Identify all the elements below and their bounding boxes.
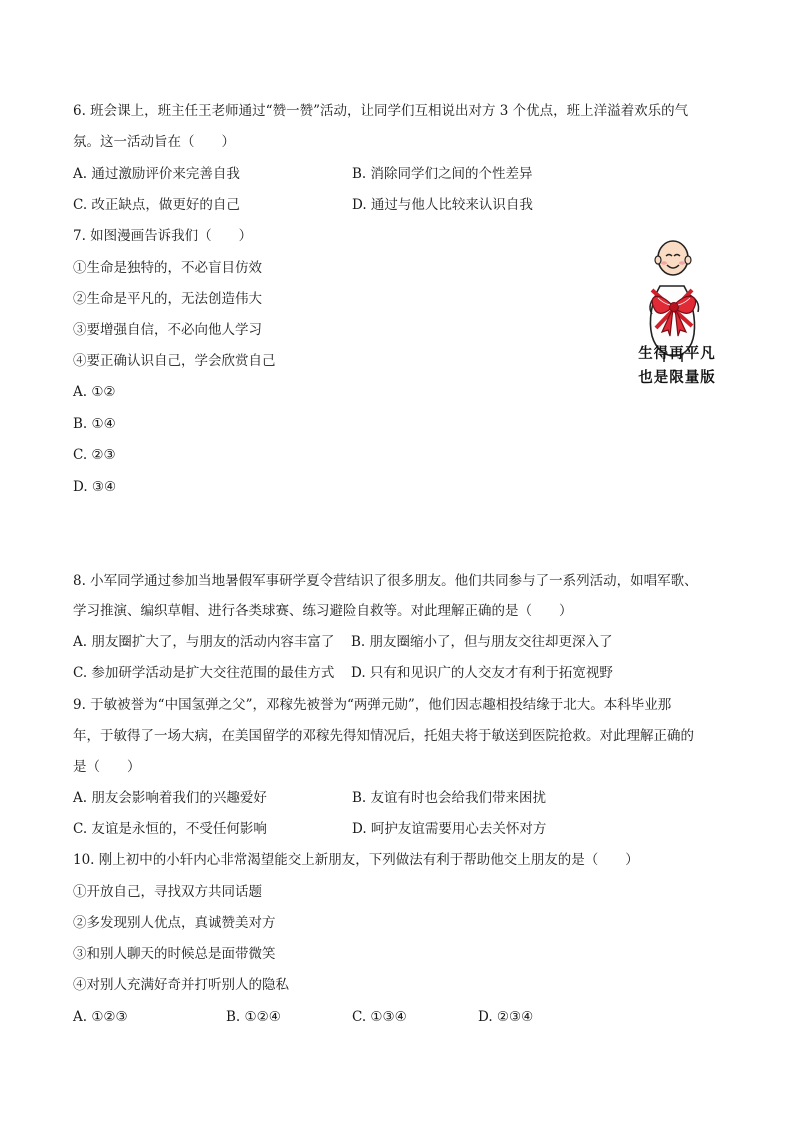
q8-option-b: B. 朋友圈缩小了，但与朋友交往却更深入了 bbox=[351, 634, 613, 650]
cartoon-caption-line2: 也是限量版 bbox=[638, 370, 716, 386]
q7-statement-2: ②生命是平凡的，无法创造伟大 bbox=[73, 291, 262, 307]
q9-stem-line3: 是（ ） bbox=[73, 759, 141, 775]
q9-option-c: C. 友谊是永恒的，不受任何影响 bbox=[73, 821, 267, 837]
cartoon-caption-line1: 生得再平凡 bbox=[638, 346, 716, 362]
q7-stem: 7. 如图漫画告诉我们（ ） bbox=[73, 228, 253, 244]
q9-option-b: B. 友谊有时也会给我们带来困扰 bbox=[352, 790, 547, 806]
q7-statement-1: ①生命是独特的，不必盲目仿效 bbox=[73, 260, 262, 276]
q10-statement-4: ④对别人充满好奇并打听别人的隐私 bbox=[73, 977, 289, 993]
q6-option-b: B. 消除同学们之间的个性差异 bbox=[352, 166, 533, 182]
q7-option-a: A. ①② bbox=[73, 384, 116, 400]
q10-option-d: D. ②③④ bbox=[478, 1009, 534, 1025]
q10-stem: 10. 刚上初中的小轩内心非常渴望能交上新朋友，下列做法有利于帮助他交上朋友的是（ ） bbox=[73, 852, 639, 868]
q9-option-d: D. 呵护友谊需要用心去关怀对方 bbox=[352, 821, 547, 837]
q6-stem-line2: 氛。这一活动旨在（ ） bbox=[73, 134, 235, 150]
q6-option-d: D. 通过与他人比较来认识自我 bbox=[352, 197, 533, 213]
q8-stem-line1: 8. 小军同学通过参加当地暑假军事研学夏令营结识了很多朋友。他们共同参与了一系列活动，如唱军歌、 bbox=[73, 573, 698, 589]
q9-option-a: A. 朋友会影响着我们的兴趣爱好 bbox=[73, 790, 267, 806]
q10-statement-1: ①开放自己，寻找双方共同话题 bbox=[73, 884, 262, 900]
q10-option-a: A. ①②③ bbox=[73, 1009, 128, 1025]
q7-option-c: C. ②③ bbox=[73, 447, 116, 463]
q7-option-d: D. ③④ bbox=[73, 479, 117, 495]
q10-statement-2: ②多发现别人优点，真诚赞美对方 bbox=[73, 915, 276, 931]
q10-option-b: B. ①②④ bbox=[226, 1009, 281, 1025]
q10-option-c: C. ①③④ bbox=[352, 1009, 407, 1025]
q7-option-b: B. ①④ bbox=[73, 416, 116, 432]
q10-statement-3: ③和别人聊天的时候总是面带微笑 bbox=[73, 946, 276, 962]
q7-statement-4: ④要正确认识自己，学会欣赏自己 bbox=[73, 353, 276, 369]
q9-stem-line2: 年，于敏得了一场大病，在美国留学的邓稼先得知情况后，托姐夫将于敏送到医院抢救。对此理解正确的 bbox=[73, 728, 694, 744]
q7-statement-3: ③要增强自信，不必向他人学习 bbox=[73, 322, 262, 338]
q6-option-c: C. 改正缺点，做更好的自己 bbox=[73, 197, 240, 213]
q8-option-a: A. 朋友圈扩大了，与朋友的活动内容丰富了 bbox=[73, 634, 335, 650]
q8-option-d: D. 只有和见识广的人交友才有利于拓宽视野 bbox=[351, 665, 613, 681]
q6-option-a: A. 通过激励评价来完善自我 bbox=[73, 166, 240, 182]
q8-stem-line2: 学习推演、编织草帽、进行各类球赛、练习避险自救等。对此理解正确的是（ ） bbox=[73, 603, 573, 619]
q6-stem-line1: 6. 班会课上，班主任王老师通过“赞一赞”活动，让同学们互相说出对方 3 个优点，班上洋溢着欢乐的气 bbox=[73, 103, 689, 119]
q9-stem-line1: 9. 于敏被誉为“中国氢弹之父”，邓稼先被誉为“两弹元勋”，他们因志趣相投结缘于北大。本科毕业那 bbox=[73, 697, 672, 713]
q8-option-c: C. 参加研学活动是扩大交往范围的最佳方式 bbox=[73, 665, 335, 681]
